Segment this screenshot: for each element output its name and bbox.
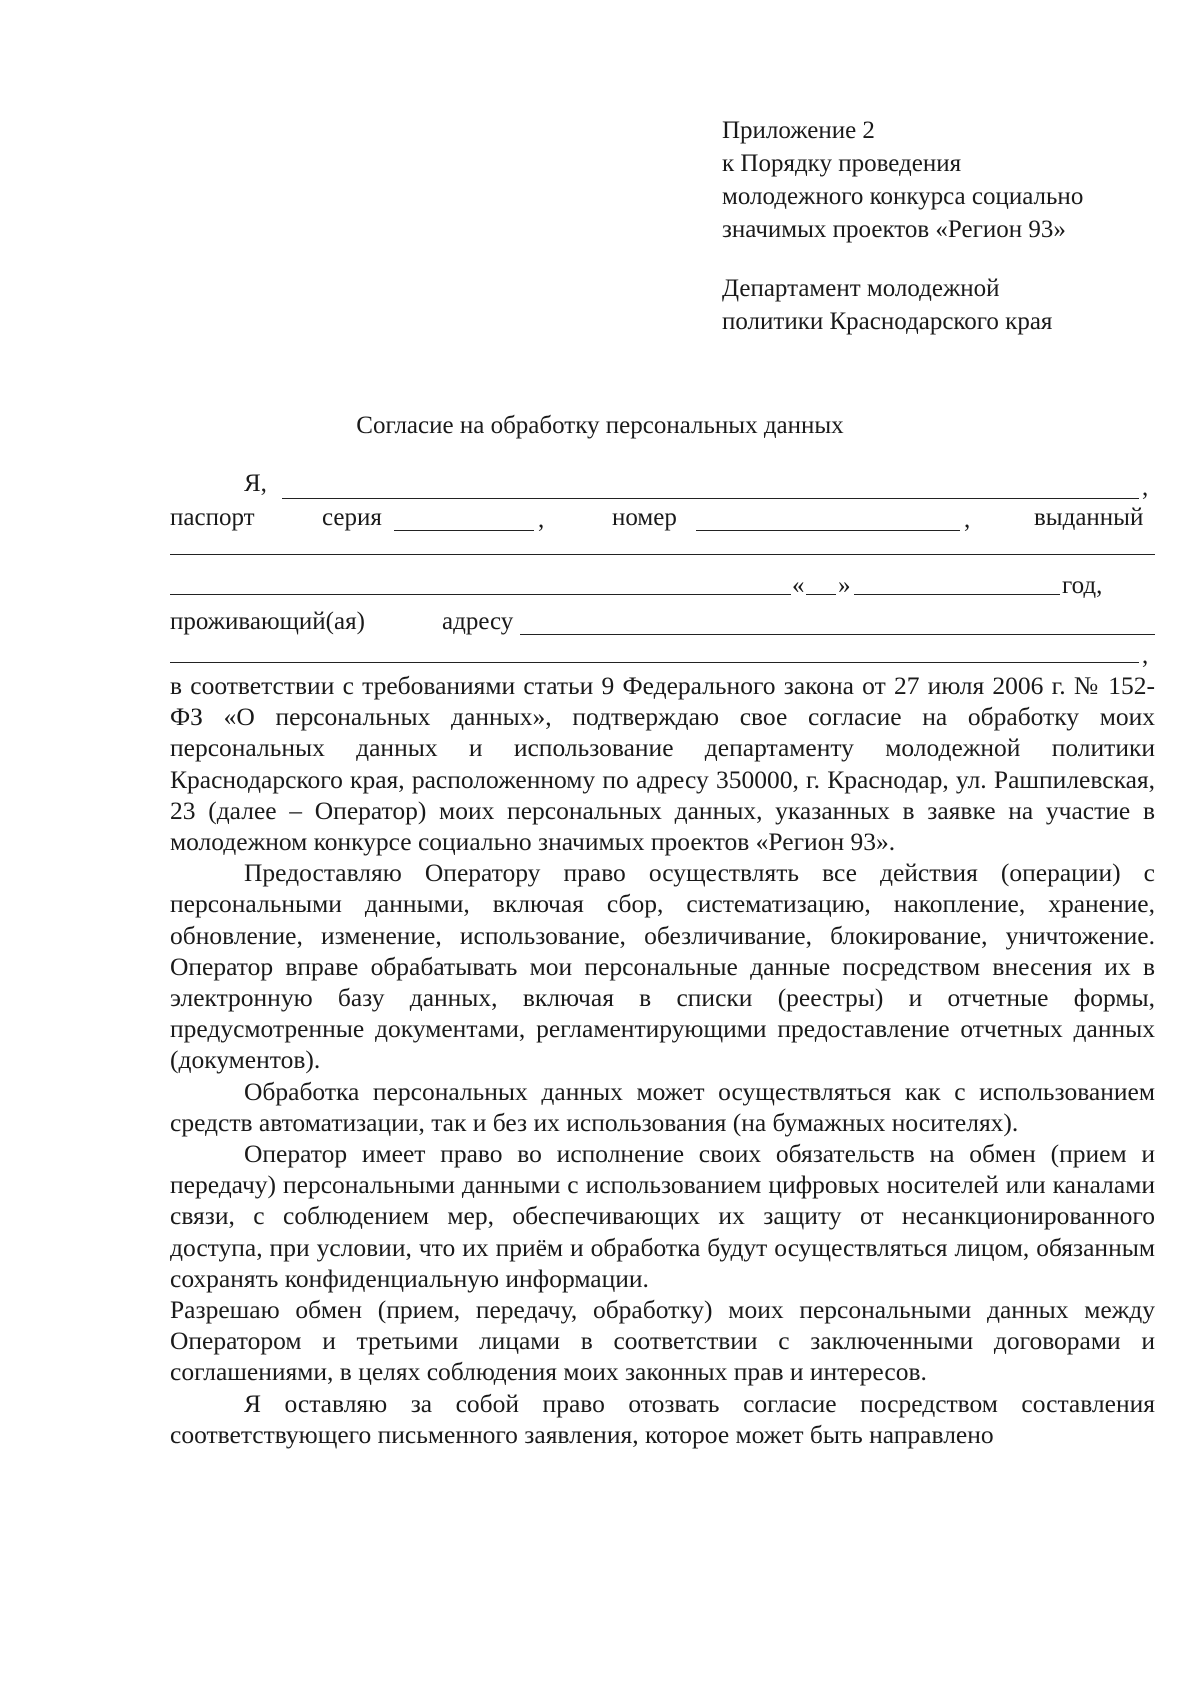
form-row-address-2 <box>170 642 1155 672</box>
department-line: политики Краснодарского края <box>722 308 1053 335</box>
label-ya: Я, <box>244 470 267 497</box>
address-field-line[interactable] <box>520 634 1155 635</box>
quote-close: » <box>838 572 851 599</box>
issued-by-field-line[interactable] <box>170 554 1155 555</box>
comma: , <box>1142 642 1149 669</box>
paragraph-processing-methods: Обработка персональных данных может осуществляться как с использованием средств автоматизации, так и без их использования (на бумажных носителях). <box>170 1076 1155 1137</box>
appendix-line: молодежного конкурса социально <box>722 183 1084 210</box>
label-series: серия <box>322 504 382 531</box>
appendix-line: значимых проектов «Регион 93» <box>722 216 1066 243</box>
appendix-header <box>722 114 1162 338</box>
department-block <box>722 272 1162 338</box>
comma: , <box>1142 474 1149 501</box>
consent-body <box>170 670 1155 1450</box>
paragraph-third-parties: Разрешаю обмен (прием, передачу, обработку) моих персональными данных между Оператором и третьими лицами в соответствии с заключенными договорами и соглашениями, в целях соблюдения моих законных прав и интересов. <box>170 1295 1155 1387</box>
quote-open: « <box>792 572 805 599</box>
label-residing: проживающий(ая) <box>170 608 365 635</box>
paragraph-data-exchange: Оператор имеет право во исполнение своих обязательств на обмен (прием и передачу) персональными данными с использованием цифровых носителей или каналами связи, с соблюдением мер, обеспечивающих их защиту от несанкционированного доступа, при условии, что их приём и обработка будут осуществляться лицом, обязанным сохранять конфиденциальную информации. <box>170 1139 1155 1293</box>
label-number: номер <box>612 504 677 531</box>
appendix-line: Приложение 2 <box>722 117 875 144</box>
address-field-line-2[interactable] <box>170 662 1139 663</box>
form-row-issued-by <box>170 544 1155 572</box>
paragraph-revocation: Я оставляю за собой право отозвать согласие посредством составления соответствующего письменного заявления, которое может быть направлено <box>170 1388 1155 1449</box>
issued-by-field-line-2[interactable] <box>170 594 791 595</box>
personal-data-form <box>170 470 1155 672</box>
label-address: адресу <box>442 608 514 635</box>
month-year-field-line[interactable] <box>854 594 1060 595</box>
label-issued: выданный <box>1034 504 1144 531</box>
number-field-line[interactable] <box>696 530 960 531</box>
series-field-line[interactable] <box>394 530 534 531</box>
department-line: Департамент молодежной <box>722 275 1000 302</box>
appendix-line: к Порядку проведения <box>722 150 962 177</box>
name-field-line[interactable] <box>282 498 1139 499</box>
paragraph-legal-basis: в соответствии с требованиями статьи 9 Федерального закона от 27 июля 2006 г. № 152-ФЗ «О персональных данных», подтверждаю свое согласие на обработку моих персональных данных и использование департаменту молодежной политики Краснодарского края, расположенному по адресу 350000, г. Краснодар, ул. Рашпилевская, 23 (далее – Оператор) моих персональных данных, указанных в заявке на участие в молодежном конкурсе социально значимых проектов «Регион 93». <box>170 671 1155 857</box>
form-row-name <box>170 470 1155 504</box>
label-year: год, <box>1062 572 1103 599</box>
label-passport: паспорт <box>170 504 255 531</box>
comma: , <box>538 506 545 533</box>
document-title: Согласие на обработку персональных данных <box>356 412 844 439</box>
day-field-line[interactable] <box>806 594 836 595</box>
form-row-date <box>170 572 1155 608</box>
form-row-passport <box>170 504 1155 544</box>
comma: , <box>964 506 971 533</box>
paragraph-operator-rights: Предоставляю Оператору право осуществлять все действия (операции) с персональными данными, включая сбор, систематизацию, накопление, хранение, обновление, изменение, использование, обезличивание, блокирование, уничтожение. Оператор вправе обрабатывать мои персональные данные посредством внесения их в электронную базу данных, включая в списки (реестры) и отчетные формы, предусмотренные документами, регламентирующими предоставление отчетных данных (документов). <box>170 858 1155 1075</box>
form-row-address <box>170 608 1155 642</box>
